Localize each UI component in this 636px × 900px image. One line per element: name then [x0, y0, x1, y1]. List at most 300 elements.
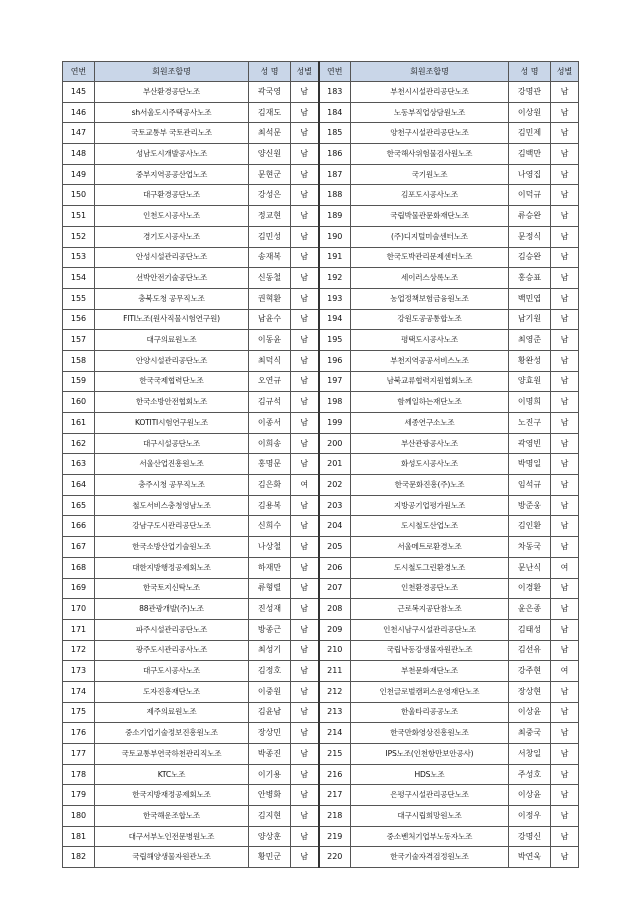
union-name-cell: FITI노조(원사직물시험연구원)	[95, 309, 249, 330]
gender-cell: 남	[551, 309, 579, 330]
table-row	[63, 599, 579, 620]
seq-cell: 152	[63, 226, 95, 247]
union-name-cell: 인천시남구시설관리공단노조	[351, 619, 509, 640]
gender-cell: 남	[291, 764, 319, 785]
union-name-cell: 대구도시공사노조	[95, 661, 249, 682]
header-row	[63, 62, 579, 82]
union-name-cell: 함께일하는재단노조	[351, 392, 509, 413]
union-name-cell: 한국토지신탁노조	[95, 578, 249, 599]
table-row	[63, 268, 579, 289]
union-name-cell: 한국문화진흥(주)노조	[351, 475, 509, 496]
gender-cell: 남	[551, 640, 579, 661]
table-row	[63, 475, 579, 496]
seq-cell: 147	[63, 123, 95, 144]
union-name-cell: 제주의료원노조	[95, 702, 249, 723]
seq-cell: 192	[319, 268, 351, 289]
union-name-cell: 한국국제협력단노조	[95, 371, 249, 392]
person-name-cell: 최덕식	[249, 350, 291, 371]
header-gender: 성별	[551, 62, 579, 82]
seq-cell: 201	[319, 454, 351, 475]
union-name-cell: 대구서부노인전문병원노조	[95, 826, 249, 847]
union-name-cell: 중소벤처기업부노동자노조	[351, 826, 509, 847]
seq-cell: 217	[319, 785, 351, 806]
union-name-cell: 양천구시설관리공단노조	[351, 123, 509, 144]
union-name-cell: 부산관광공사노조	[351, 433, 509, 454]
gender-cell: 남	[291, 557, 319, 578]
gender-cell: 남	[551, 206, 579, 227]
person-name-cell: 양상훈	[249, 826, 291, 847]
table-row	[63, 826, 579, 847]
seq-cell: 183	[319, 82, 351, 103]
seq-cell: 216	[319, 764, 351, 785]
seq-cell: 190	[319, 226, 351, 247]
union-name-cell: 중부지역공공산업노조	[95, 164, 249, 185]
gender-cell: 남	[291, 826, 319, 847]
gender-cell: 남	[551, 268, 579, 289]
person-name-cell: 박명일	[509, 454, 551, 475]
person-name-cell: 최석문	[249, 123, 291, 144]
table-row	[63, 764, 579, 785]
gender-cell: 남	[551, 475, 579, 496]
union-name-cell: KOTITI시험연구원노조	[95, 413, 249, 434]
seq-cell: 155	[63, 288, 95, 309]
table-row	[63, 557, 579, 578]
gender-cell: 남	[291, 330, 319, 351]
person-name-cell: 홍명문	[249, 454, 291, 475]
union-name-cell: IPS노조(인천항만보안공사)	[351, 744, 509, 765]
header-union-name: 회원조합명	[351, 62, 509, 82]
person-name-cell: 차동국	[509, 537, 551, 558]
seq-cell: 193	[319, 288, 351, 309]
gender-cell: 남	[291, 537, 319, 558]
gender-cell: 남	[551, 330, 579, 351]
seq-cell: 145	[63, 82, 95, 103]
seq-cell: 179	[63, 785, 95, 806]
union-name-cell: HDS노조	[351, 764, 509, 785]
gender-cell: 남	[291, 619, 319, 640]
gender-cell: 남	[291, 847, 319, 868]
table-row	[63, 619, 579, 640]
person-name-cell: 나영집	[509, 164, 551, 185]
union-name-cell: 농업정책보험금융원노조	[351, 288, 509, 309]
person-name-cell: 최중국	[509, 723, 551, 744]
seq-cell: 162	[63, 433, 95, 454]
union-name-cell: 철도서비스충청영남노조	[95, 495, 249, 516]
gender-cell: 남	[551, 723, 579, 744]
table-row	[63, 702, 579, 723]
gender-cell: 남	[551, 247, 579, 268]
gender-cell: 남	[291, 123, 319, 144]
person-name-cell: 하재만	[249, 557, 291, 578]
seq-cell: 208	[319, 599, 351, 620]
union-name-cell: 한국도박관리문제센터노조	[351, 247, 509, 268]
seq-cell: 213	[319, 702, 351, 723]
gender-cell: 남	[291, 371, 319, 392]
table-row	[63, 247, 579, 268]
seq-cell: 189	[319, 206, 351, 227]
seq-cell: 146	[63, 102, 95, 123]
union-name-cell: 화성도시공사노조	[351, 454, 509, 475]
union-name-cell: 국립해양생물자원관노조	[95, 847, 249, 868]
seq-cell: 182	[63, 847, 95, 868]
gender-cell: 남	[551, 847, 579, 868]
gender-cell: 남	[551, 495, 579, 516]
person-name-cell: 이상원	[509, 102, 551, 123]
union-name-cell: 광주도시관리공사노조	[95, 640, 249, 661]
gender-cell: 남	[551, 102, 579, 123]
gender-cell: 남	[291, 164, 319, 185]
person-name-cell: 김지현	[249, 806, 291, 827]
union-name-cell: 평택도시공사노조	[351, 330, 509, 351]
gender-cell: 남	[551, 123, 579, 144]
person-name-cell: 권혁환	[249, 288, 291, 309]
person-name-cell: 안병화	[249, 785, 291, 806]
gender-cell: 남	[551, 764, 579, 785]
seq-cell: 154	[63, 268, 95, 289]
person-name-cell: 이희송	[249, 433, 291, 454]
seq-cell: 199	[319, 413, 351, 434]
gender-cell: 남	[291, 702, 319, 723]
union-name-cell: 경기도시공사노조	[95, 226, 249, 247]
gender-cell: 남	[551, 785, 579, 806]
union-name-cell: KTC노조	[95, 764, 249, 785]
union-name-cell: 강원도공공통합노조	[351, 309, 509, 330]
table-row	[63, 82, 579, 103]
gender-cell: 남	[291, 744, 319, 765]
seq-cell: 180	[63, 806, 95, 827]
seq-cell: 207	[319, 578, 351, 599]
union-name-cell: 은평구시설관리공단노조	[351, 785, 509, 806]
gender-cell: 남	[291, 102, 319, 123]
seq-cell: 209	[319, 619, 351, 640]
union-name-cell: 세종연구소노조	[351, 413, 509, 434]
union-name-cell: 김포도시공사노조	[351, 185, 509, 206]
person-name-cell: 박연욱	[509, 847, 551, 868]
seq-cell: 163	[63, 454, 95, 475]
table-row	[63, 681, 579, 702]
seq-cell: 185	[319, 123, 351, 144]
gender-cell: 남	[551, 350, 579, 371]
union-name-cell: 한국지방재정공제회노조	[95, 785, 249, 806]
table-row	[63, 185, 579, 206]
union-name-cell: 한국소방안전협회노조	[95, 392, 249, 413]
seq-cell: 211	[319, 661, 351, 682]
table-row	[63, 806, 579, 827]
union-name-cell: 국기원노조	[351, 164, 509, 185]
seq-cell: 174	[63, 681, 95, 702]
person-name-cell: 이종서	[249, 413, 291, 434]
gender-cell: 남	[291, 185, 319, 206]
person-name-cell: 이동윤	[249, 330, 291, 351]
person-name-cell: 김승완	[509, 247, 551, 268]
table-row	[63, 847, 579, 868]
person-name-cell: 강명관	[509, 82, 551, 103]
member-union-table	[62, 61, 579, 868]
seq-cell: 151	[63, 206, 95, 227]
person-name-cell: 임석규	[509, 475, 551, 496]
seq-cell: 161	[63, 413, 95, 434]
union-name-cell: 선박안전기술공단노조	[95, 268, 249, 289]
seq-cell: 218	[319, 806, 351, 827]
table-row	[63, 578, 579, 599]
seq-cell: 212	[319, 681, 351, 702]
gender-cell: 남	[291, 247, 319, 268]
seq-cell: 159	[63, 371, 95, 392]
person-name-cell: 방준웅	[509, 495, 551, 516]
table-row	[63, 226, 579, 247]
seq-cell: 148	[63, 144, 95, 165]
union-name-cell: 서울메트로환경노조	[351, 537, 509, 558]
seq-cell: 149	[63, 164, 95, 185]
table-row	[63, 640, 579, 661]
gender-cell: 남	[291, 413, 319, 434]
header-seq: 연번	[319, 62, 351, 82]
person-name-cell: 곽영빈	[509, 433, 551, 454]
seq-cell: 181	[63, 826, 95, 847]
union-name-cell: 충주시청 공무직노조	[95, 475, 249, 496]
union-name-cell: 대한지방행정공제회노조	[95, 557, 249, 578]
seq-cell: 187	[319, 164, 351, 185]
gender-cell: 남	[291, 392, 319, 413]
gender-cell: 여	[551, 661, 579, 682]
person-name-cell: 김태성	[509, 619, 551, 640]
union-name-cell: 인천도시공사노조	[95, 206, 249, 227]
person-name-cell: 김정호	[249, 661, 291, 682]
seq-cell: 194	[319, 309, 351, 330]
person-name-cell: 이경환	[509, 578, 551, 599]
seq-cell: 172	[63, 640, 95, 661]
union-name-cell: 국토교통부 국토관리노조	[95, 123, 249, 144]
seq-cell: 215	[319, 744, 351, 765]
person-name-cell: 곽국영	[249, 82, 291, 103]
person-name-cell: 주성호	[509, 764, 551, 785]
union-name-cell: 근로복지공단참노조	[351, 599, 509, 620]
header-person-name: 성 명	[509, 62, 551, 82]
person-name-cell: 김민성	[249, 226, 291, 247]
gender-cell: 남	[551, 371, 579, 392]
person-name-cell: 홍승표	[509, 268, 551, 289]
header-person-name: 성 명	[249, 62, 291, 82]
gender-cell: 남	[291, 599, 319, 620]
person-name-cell: 이중원	[249, 681, 291, 702]
gender-cell: 남	[291, 268, 319, 289]
seq-cell: 196	[319, 350, 351, 371]
person-name-cell: 오연규	[249, 371, 291, 392]
gender-cell: 남	[291, 681, 319, 702]
gender-cell: 남	[291, 806, 319, 827]
gender-cell: 남	[291, 495, 319, 516]
table-row	[63, 206, 579, 227]
union-name-cell: 세이러스상록노조	[351, 268, 509, 289]
seq-cell: 220	[319, 847, 351, 868]
union-name-cell: 강남구도시관리공단노조	[95, 516, 249, 537]
seq-cell: 158	[63, 350, 95, 371]
union-name-cell: 대구시립희망원노조	[351, 806, 509, 827]
union-name-cell: 부천시시설관리공단노조	[351, 82, 509, 103]
person-name-cell: 이정우	[509, 806, 551, 827]
table-row	[63, 744, 579, 765]
person-name-cell: 문현군	[249, 164, 291, 185]
person-name-cell: 서창일	[509, 744, 551, 765]
gender-cell: 남	[291, 640, 319, 661]
person-name-cell: 장상민	[249, 723, 291, 744]
gender-cell: 남	[551, 702, 579, 723]
gender-cell: 남	[551, 433, 579, 454]
gender-cell: 남	[551, 226, 579, 247]
union-name-cell: 노동부직업상담원노조	[351, 102, 509, 123]
person-name-cell: 황완성	[509, 350, 551, 371]
gender-cell: 남	[551, 82, 579, 103]
person-name-cell: 신희수	[249, 516, 291, 537]
seq-cell: 160	[63, 392, 95, 413]
table-row	[63, 723, 579, 744]
table-row	[63, 661, 579, 682]
union-name-cell: 파주시설관리공단노조	[95, 619, 249, 640]
table-row	[63, 330, 579, 351]
seq-cell: 206	[319, 557, 351, 578]
union-name-cell: 한울타리공공노조	[351, 702, 509, 723]
seq-cell: 178	[63, 764, 95, 785]
union-name-cell: 지방공기업평가원노조	[351, 495, 509, 516]
gender-cell: 남	[551, 537, 579, 558]
union-name-cell: 한국만화영상진흥원노조	[351, 723, 509, 744]
union-name-cell: 한국해운조합노조	[95, 806, 249, 827]
table-row	[63, 123, 579, 144]
seq-cell: 167	[63, 537, 95, 558]
table-row	[63, 433, 579, 454]
person-name-cell: 신동철	[249, 268, 291, 289]
seq-cell: 170	[63, 599, 95, 620]
union-name-cell: 대구시설공단노조	[95, 433, 249, 454]
gender-cell: 남	[291, 433, 319, 454]
gender-cell: 여	[291, 475, 319, 496]
seq-cell: 195	[319, 330, 351, 351]
seq-cell: 205	[319, 537, 351, 558]
person-name-cell: 양효원	[509, 371, 551, 392]
table-row	[63, 371, 579, 392]
union-name-cell: 88관광개발(주)노조	[95, 599, 249, 620]
union-name-cell: 충북도청 공무직노조	[95, 288, 249, 309]
gender-cell: 남	[551, 599, 579, 620]
union-name-cell: 한국소방산업기술원노조	[95, 537, 249, 558]
table-row	[63, 516, 579, 537]
seq-cell: 191	[319, 247, 351, 268]
gender-cell: 남	[291, 516, 319, 537]
union-name-cell: 인천환경공단노조	[351, 578, 509, 599]
union-name-cell: 안양시설관리공단노조	[95, 350, 249, 371]
gender-cell: 남	[551, 185, 579, 206]
person-name-cell: 류형렬	[249, 578, 291, 599]
union-name-cell: 도시철도그린환경노조	[351, 557, 509, 578]
person-name-cell: 양신원	[249, 144, 291, 165]
table-row	[63, 102, 579, 123]
gender-cell: 남	[551, 454, 579, 475]
gender-cell: 남	[291, 206, 319, 227]
person-name-cell: 문난식	[509, 557, 551, 578]
person-name-cell: 김선유	[509, 640, 551, 661]
gender-cell: 남	[291, 578, 319, 599]
header-gender: 성별	[291, 62, 319, 82]
table-row	[63, 350, 579, 371]
seq-cell: 164	[63, 475, 95, 496]
person-name-cell: 최영준	[509, 330, 551, 351]
header-seq: 연번	[63, 62, 95, 82]
person-name-cell: 정교현	[249, 206, 291, 227]
seq-cell: 169	[63, 578, 95, 599]
person-name-cell: 강주현	[509, 661, 551, 682]
gender-cell: 남	[291, 144, 319, 165]
gender-cell: 여	[551, 557, 579, 578]
union-name-cell: 국토교통부연국하천관리직노조	[95, 744, 249, 765]
person-name-cell: 류승완	[509, 206, 551, 227]
gender-cell: 남	[291, 288, 319, 309]
person-name-cell: 김민제	[509, 123, 551, 144]
union-name-cell: (주)디지털미술센터노조	[351, 226, 509, 247]
table-row	[63, 537, 579, 558]
seq-cell: 188	[319, 185, 351, 206]
gender-cell: 남	[291, 350, 319, 371]
gender-cell: 남	[291, 309, 319, 330]
seq-cell: 184	[319, 102, 351, 123]
person-name-cell: 윤은종	[509, 599, 551, 620]
union-name-cell: 부천문화재단노조	[351, 661, 509, 682]
seq-cell: 202	[319, 475, 351, 496]
person-name-cell: 이상윤	[509, 785, 551, 806]
seq-cell: 175	[63, 702, 95, 723]
gender-cell: 남	[291, 82, 319, 103]
table-row	[63, 495, 579, 516]
union-name-cell: 한국해사위험물검사원노조	[351, 144, 509, 165]
union-name-cell: 안성시설관리공단노조	[95, 247, 249, 268]
person-name-cell: 김인환	[509, 516, 551, 537]
table-row	[63, 309, 579, 330]
union-name-cell: 국립박물관문화재단노조	[351, 206, 509, 227]
person-name-cell: 김재도	[249, 102, 291, 123]
seq-cell: 166	[63, 516, 95, 537]
person-name-cell: 강명신	[509, 826, 551, 847]
person-name-cell: 황민군	[249, 847, 291, 868]
seq-cell: 153	[63, 247, 95, 268]
seq-cell: 165	[63, 495, 95, 516]
table-row	[63, 288, 579, 309]
union-name-cell: 인천글로벌캠퍼스운영재단노조	[351, 681, 509, 702]
union-name-cell: 부천지역공공서비스노조	[351, 350, 509, 371]
person-name-cell: 박종진	[249, 744, 291, 765]
person-name-cell: 김규석	[249, 392, 291, 413]
seq-cell: 204	[319, 516, 351, 537]
gender-cell: 남	[551, 144, 579, 165]
seq-cell: 171	[63, 619, 95, 640]
seq-cell: 219	[319, 826, 351, 847]
person-name-cell: 김백만	[509, 144, 551, 165]
union-name-cell: 한국기술자격검정원노조	[351, 847, 509, 868]
seq-cell: 168	[63, 557, 95, 578]
union-name-cell: 서울산업진흥원노조	[95, 454, 249, 475]
gender-cell: 남	[291, 785, 319, 806]
seq-cell: 200	[319, 433, 351, 454]
gender-cell: 남	[551, 288, 579, 309]
person-name-cell: 최성기	[249, 640, 291, 661]
union-name-cell: 국립낙동강생물자원관노조	[351, 640, 509, 661]
union-name-cell: 부산환경공단노조	[95, 82, 249, 103]
person-name-cell: 김윤남	[249, 702, 291, 723]
seq-cell: 203	[319, 495, 351, 516]
gender-cell: 남	[551, 619, 579, 640]
table-row	[63, 144, 579, 165]
person-name-cell: 송재복	[249, 247, 291, 268]
union-name-cell: 남북교류협력지원협회노조	[351, 371, 509, 392]
person-name-cell: 진성재	[249, 599, 291, 620]
